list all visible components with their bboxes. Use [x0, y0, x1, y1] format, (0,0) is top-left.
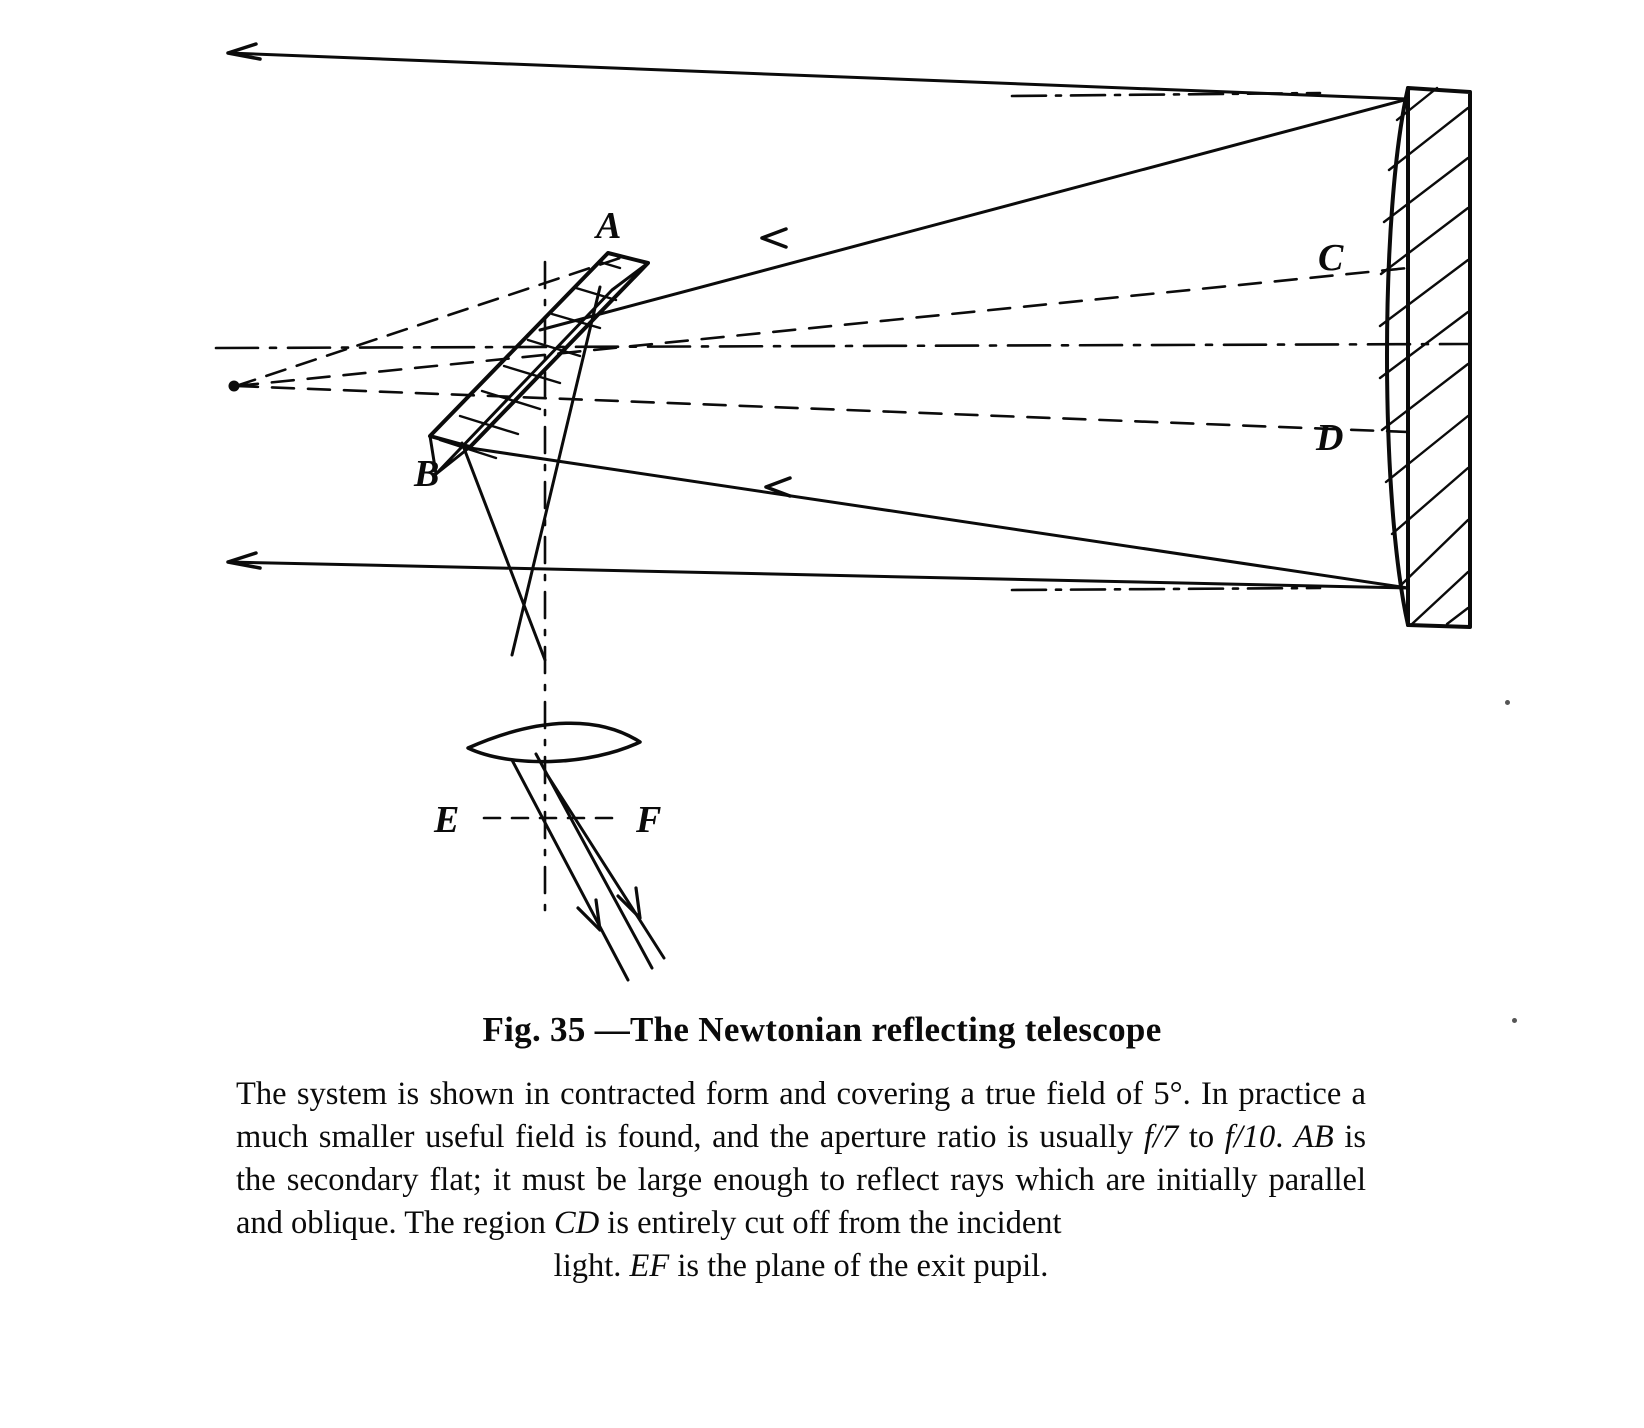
ratio-f7: f/7 [1143, 1119, 1179, 1155]
label-d: D [1316, 417, 1344, 459]
body-last-line [236, 1245, 1366, 1288]
degree-symbol: ° [1169, 1076, 1183, 1112]
text-segment: to [1178, 1119, 1225, 1155]
text-segment: The system is shown in contracted form and covering a true field of 5 [236, 1076, 1170, 1112]
ratio-f10: f/10 [1224, 1119, 1276, 1155]
label-c: C [1318, 237, 1344, 279]
figure-caption: Fig. 35 —The Newtonian reflecting telescope [482, 1010, 1162, 1049]
text-segment: . In practice a much smaller useful field is found, and the aperture ratio is usually [236, 1076, 1366, 1155]
label-b: B [414, 453, 440, 495]
text-segment: light. [553, 1248, 630, 1284]
term-ef: EF [629, 1248, 670, 1284]
text-segment: is entirely cut off from the incident [599, 1205, 1062, 1241]
label-f: F [636, 799, 662, 841]
term-cd: CD [554, 1205, 600, 1241]
label-a: A [596, 205, 622, 247]
label-e: E [434, 799, 460, 841]
text-segment: is the plane of the exit pupil. [669, 1248, 1049, 1284]
term-ab: AB [1294, 1119, 1334, 1155]
body-paragraph [236, 1073, 1366, 1288]
text-segment: . [1275, 1119, 1295, 1155]
text-segment: is the secondary flat; it must be large enough to reflect rays which are initially parallel and oblique. The region [236, 1119, 1367, 1241]
